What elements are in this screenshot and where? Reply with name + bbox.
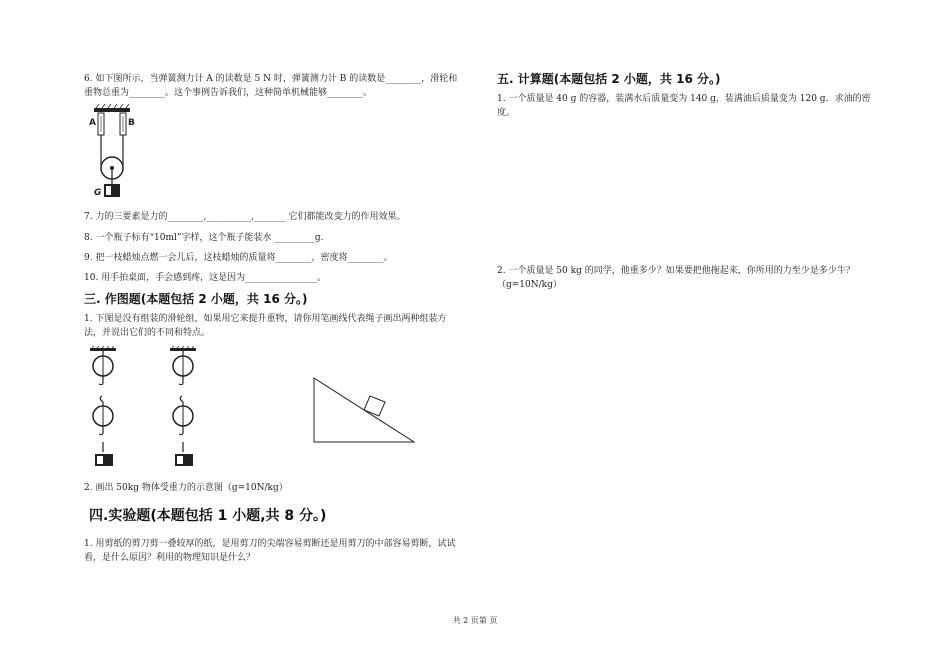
- question-9: 9. 把一枝蜡烛点燃一会儿后，这枝蜡烛的质量将________，密度将________。: [84, 253, 393, 263]
- incline-block-figure: [310, 374, 420, 446]
- question-8: 8. 一个瓶子标有“10ml”字样，这个瓶子能装水 _________g.: [84, 233, 324, 243]
- question-10: 10. 用手拍桌面，手会感到疼，这是因为________________。: [84, 273, 327, 283]
- section-3-title: 三. 作图题(本题包括 2 小题，共 16 分。): [84, 292, 308, 306]
- unassembled-pulley-figure: [84, 346, 224, 470]
- label-g: G: [94, 188, 102, 198]
- section-3-question-2: 2. 画出 50kg 物体受重力的示意图（g=10N/kg）: [84, 483, 288, 493]
- label-a: A: [89, 118, 96, 128]
- label-b: B: [128, 118, 135, 128]
- section-4-question-1: 1. 用剪纸的剪刀剪一叠较厚的纸，是用剪刀的尖端容易剪断还是用剪刀的中部容易剪断，试试看，是什么原因？利用的物理知识是什么？: [84, 539, 456, 563]
- question-6: 6. 如下图所示，当弹簧测力计 A 的读数是 5 N 时，弹簧测力计 B 的读数是________，滑轮和重物总重为________。这个事例告诉我们，这种简单机械能够________。: [84, 74, 458, 98]
- section-5-question-1: 1. 一个质量是 40 g 的容器，装满水后质量变为 140 g，装满油后质量变为 120 g．求油的密度。: [497, 94, 871, 118]
- section-3-question-1: 1. 下图是没有组装的滑轮组，如果用它来提升重物，请你用笔画线代表绳子画出两种组装方法，并说出它们的不同和特点。: [84, 314, 447, 338]
- section-5-question-2: 2. 一个质量是 50 kg 的同学，他重多少？如果要把他拖起来，你所用的力至少是多少牛？（g=10N/kg）: [497, 266, 855, 290]
- question-7: 7. 力的三要素是力的________,__________,_______ 它们都能改变力的作用效果。: [84, 212, 406, 222]
- page-footer: 共 2 页第 页: [452, 616, 498, 625]
- section-4-title: 四.实验题(本题包括 1 小题,共 8 分。): [89, 508, 327, 524]
- section-5-title: 五. 计算题(本题包括 2 小题，共 16 分。): [497, 72, 721, 86]
